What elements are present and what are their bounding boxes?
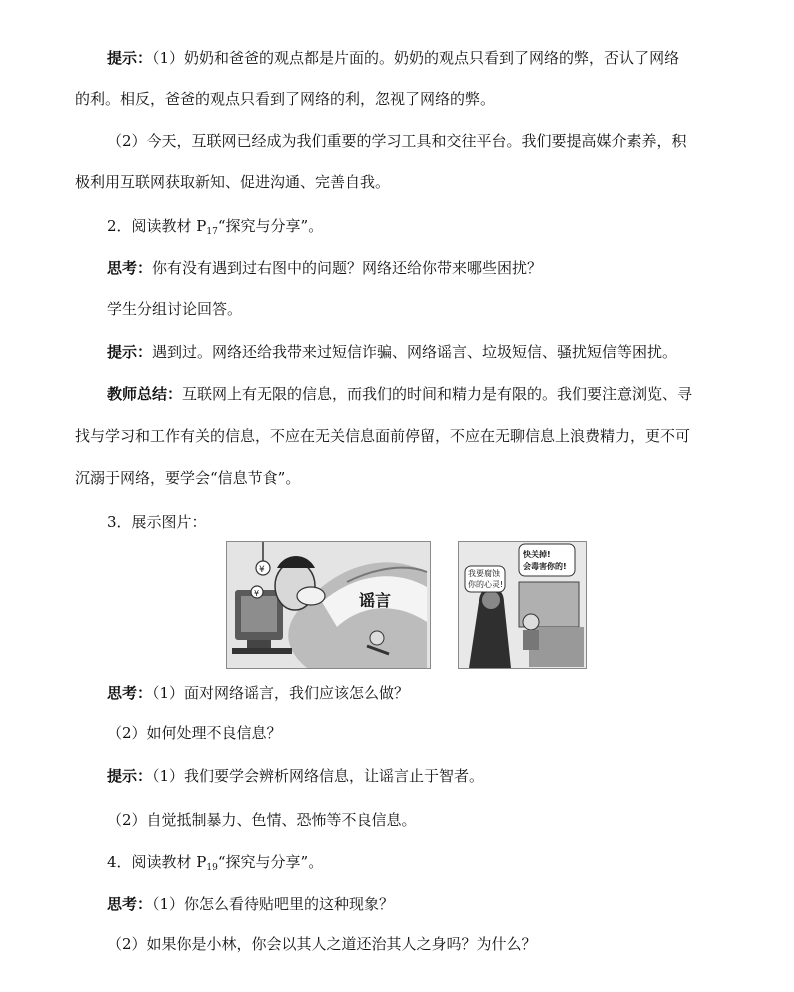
item-4-suffix: “探究与分享”。 xyxy=(217,853,324,871)
summary-text: 互联网上有无限的信息，而我们的时间和精力是有限的。我们要注意浏览、寻 xyxy=(182,385,693,403)
item-2-suffix: “探究与分享”。 xyxy=(217,217,324,235)
think-2 xyxy=(107,258,542,278)
think-4-q1 xyxy=(107,894,394,914)
item-4-heading xyxy=(107,852,323,878)
hint-answer: （1）我们要学会辨析网络信息，让谣言止于智者。 xyxy=(152,767,485,785)
hint-label: 提示： xyxy=(107,767,153,785)
svg-text:¥: ¥ xyxy=(254,589,260,598)
svg-text:¥: ¥ xyxy=(259,565,265,575)
rumor-label: 谣言 xyxy=(359,591,392,610)
hint-paragraph-line-2: 的利。相反，爸爸的观点只看到了网络的利，忽视了网络的弊。 xyxy=(75,90,496,108)
bubble-corrupt-2: 你的心灵! xyxy=(468,580,504,589)
bubble-warn-1: 快关掉! xyxy=(523,550,551,559)
summary-line-2: 找与学习和工作有关的信息，不应在无关信息面前停留，不应在无聊信息上浪费精力，更不可 xyxy=(75,427,691,445)
item-4-page: 19 xyxy=(206,863,218,873)
think-label: 思考： xyxy=(107,259,153,277)
think-4-q2: （2）如果你是小林，你会以其人之道还治其人之身吗？为什么？ xyxy=(107,935,537,953)
think-label: 思考： xyxy=(107,895,153,913)
think-question: （1）你怎么看待贴吧里的这种现象？ xyxy=(152,895,395,913)
item-4-prefix: 4．阅读教材 P xyxy=(107,853,207,871)
bubble-warn-2: 会毒害你的! xyxy=(523,562,567,571)
think-text: 你有没有遇到过右图中的问题？网络还给你带来哪些困扰？ xyxy=(152,259,543,277)
think-label: 思考： xyxy=(107,684,153,702)
hint-3-a1 xyxy=(107,766,484,786)
bubble-corrupt-1: 我要腐蚀 xyxy=(468,569,500,578)
group-discussion: 学生分组讨论回答。 xyxy=(107,300,243,318)
hint-text: 遇到过。网络还给我带来过短信诈骗、网络谣言、垃圾短信、骚扰短信等困扰。 xyxy=(152,343,678,361)
think-3-q2: （2）如何处理不良信息？ xyxy=(107,724,282,742)
item-2-prefix: 2．阅读教材 P xyxy=(107,217,207,235)
item-2-heading xyxy=(107,216,323,242)
item-2-page: 17 xyxy=(206,227,218,237)
summary-line-1 xyxy=(107,384,692,404)
think-question: （1）面对网络谣言，我们应该怎么做？ xyxy=(152,684,410,702)
harmful-info-illustration xyxy=(458,541,587,669)
hint-3-a2: （2）自觉抵制暴力、色情、恐怖等不良信息。 xyxy=(107,811,417,829)
rumor-illustration xyxy=(226,541,431,669)
point-2-line-2: 极利用互联网获取新知、促进沟通、完善自我。 xyxy=(75,173,391,191)
harmful-info-illustration-art xyxy=(459,542,586,668)
item-3-heading: 3．展示图片： xyxy=(107,513,207,531)
summary-label: 教师总结： xyxy=(107,385,183,403)
hint-2 xyxy=(107,342,677,362)
rumor-illustration-art xyxy=(227,542,430,668)
hint-paragraph-line-1 xyxy=(107,48,679,68)
hint-label: 提示： xyxy=(107,343,153,361)
think-3-q1 xyxy=(107,683,409,703)
point-2-line-1: （2）今天，互联网已经成为我们重要的学习工具和交往平台。我们要提高媒介素养，积 xyxy=(107,132,687,150)
hint-label: 提示： xyxy=(107,49,153,67)
hint-text: （1）奶奶和爸爸的观点都是片面的。奶奶的观点只看到了网络的弊，否认了网络 xyxy=(152,49,680,67)
summary-line-3: 沉溺于网络，要学会“信息节食”。 xyxy=(75,469,301,487)
